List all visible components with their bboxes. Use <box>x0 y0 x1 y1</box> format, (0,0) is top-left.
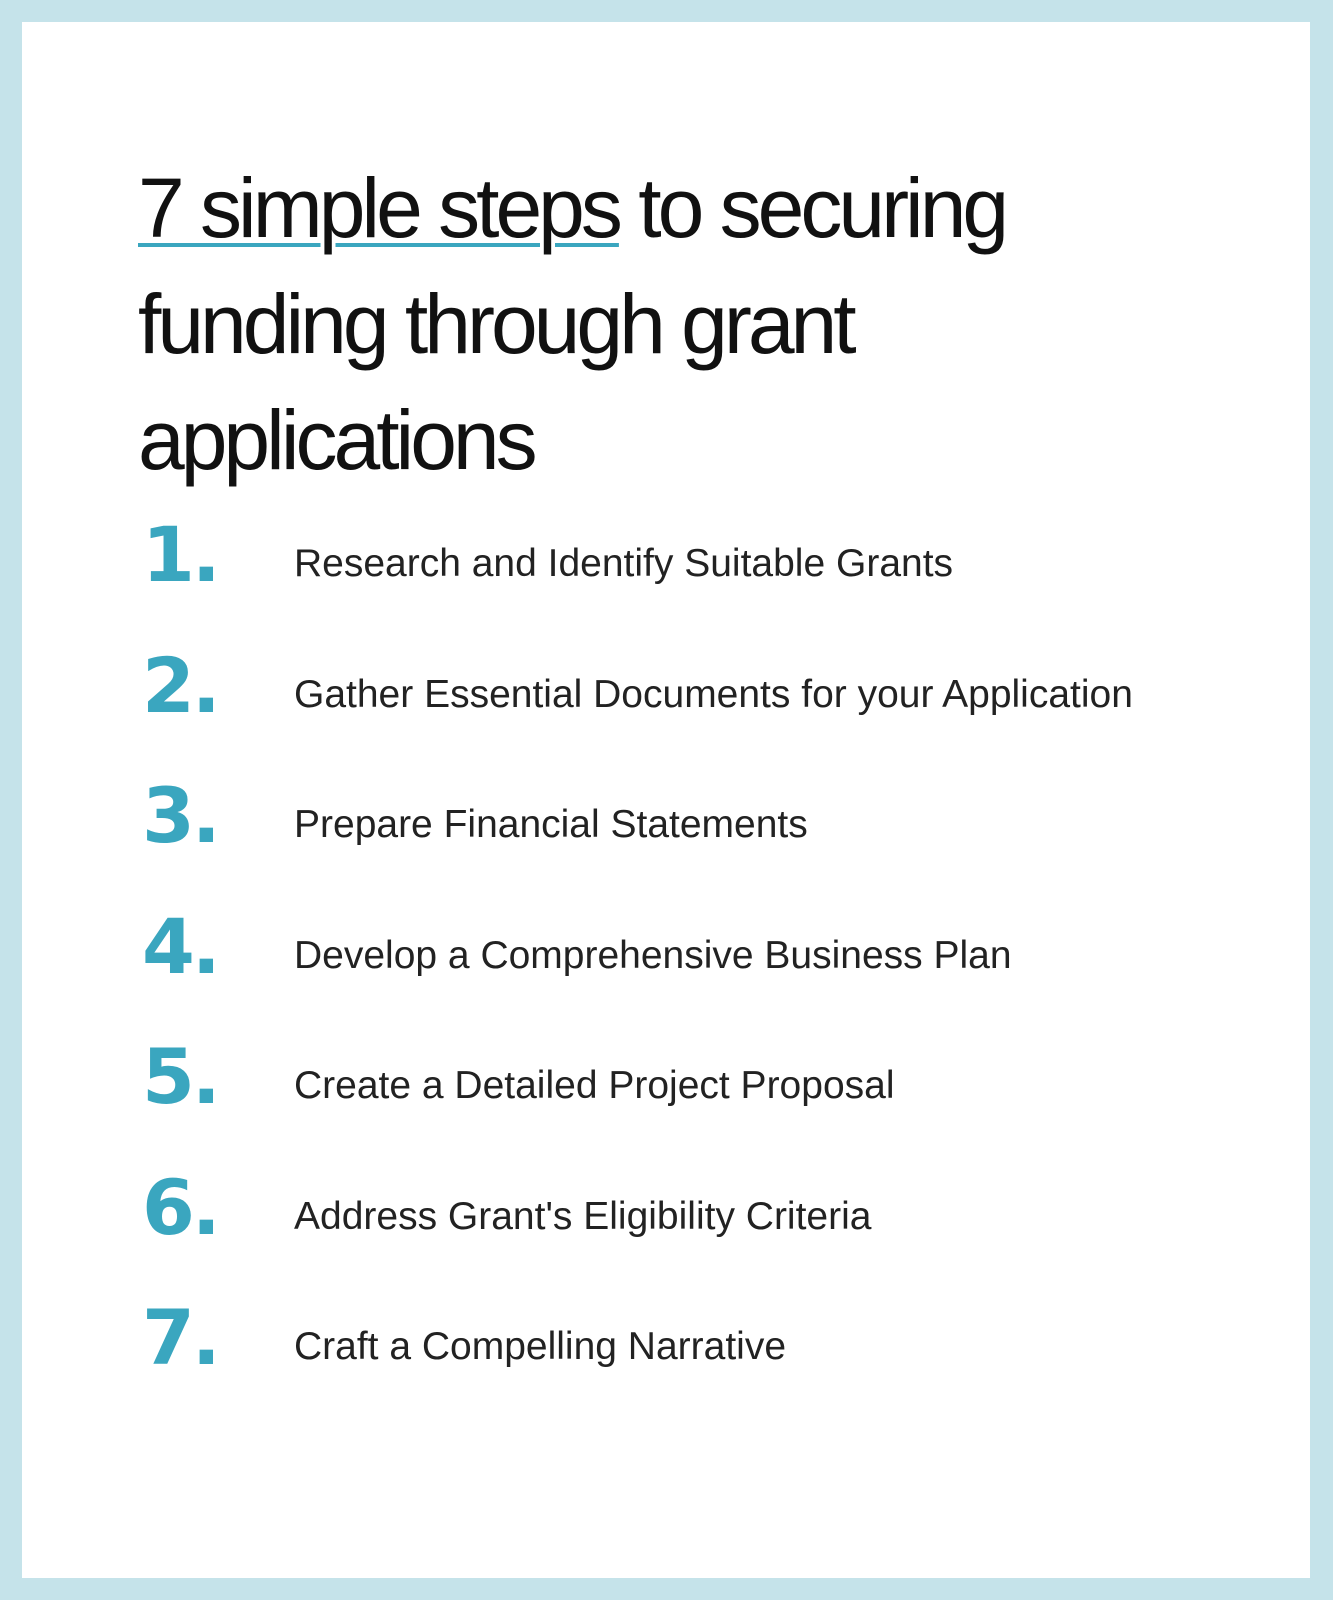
step-number: 5. <box>142 1032 218 1121</box>
step-label: Address Grant's Eligibility Criteria <box>294 1194 872 1238</box>
step-item <box>142 1032 1242 1163</box>
step-label: Craft a Compelling Narrative <box>294 1325 787 1368</box>
step-item <box>142 1163 1242 1294</box>
step-label: Gather Essential Documents for your Application <box>294 672 1133 716</box>
step-label: Prepare Financial Statements <box>294 803 808 846</box>
page-title <box>138 150 1138 498</box>
step-number: 3. <box>142 771 218 860</box>
title-highlight: 7 simple steps <box>138 161 619 255</box>
card <box>22 22 1310 1578</box>
step-item <box>142 641 1242 772</box>
step-label: Research and Identify Suitable Grants <box>294 542 954 585</box>
steps-list <box>142 510 1242 1424</box>
step-item <box>142 902 1242 1033</box>
step-number: 6. <box>142 1162 218 1252</box>
step-label: Develop a Comprehensive Business Plan <box>294 933 1012 977</box>
step-number: 2. <box>142 640 218 730</box>
step-label: Create a Detailed Project Proposal <box>294 1064 895 1107</box>
step-number: 4. <box>142 901 218 991</box>
step-number: 7. <box>142 1293 218 1382</box>
step-number: 1. <box>142 510 218 599</box>
step-item <box>142 510 1242 641</box>
title-rest: to securing funding through grant applications <box>138 161 1006 487</box>
step-item <box>142 771 1242 902</box>
step-item <box>142 1293 1242 1424</box>
